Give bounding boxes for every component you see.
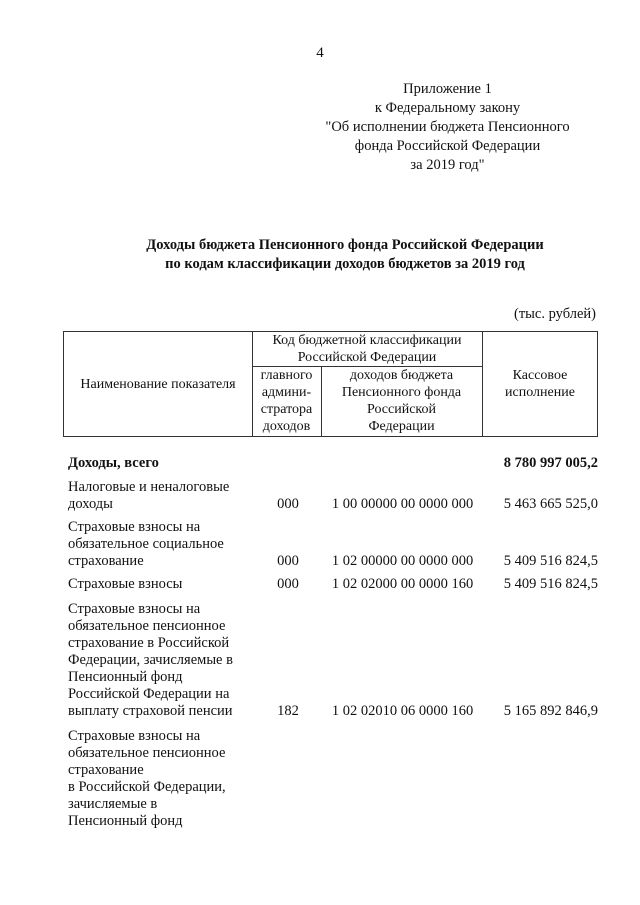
row-name — [68, 455, 258, 472]
row-name — [68, 479, 258, 513]
appendix-line: к Федеральному закону — [374, 100, 521, 116]
header-admin — [252, 367, 321, 435]
header-revenue — [321, 367, 482, 435]
header-revenue-line: Пенсионного фонда — [341, 385, 462, 400]
header-revenue-line: доходов бюджета — [349, 368, 454, 383]
row-admin-code: 000 — [277, 576, 299, 592]
header-revenue-line: Федерации — [368, 419, 435, 434]
table-row — [68, 601, 598, 720]
appendix-line: "Об исполнении бюджета Пенсионного — [325, 119, 570, 135]
page-number: 4 — [316, 45, 324, 61]
header-admin-line: админи- — [261, 385, 312, 400]
header-revenue-line: Российской — [367, 402, 436, 417]
table-row — [68, 479, 598, 513]
header-admin-line: главного — [260, 368, 313, 383]
row-admin-code: 182 — [277, 703, 299, 719]
row-name — [68, 576, 258, 593]
row-name — [68, 601, 258, 720]
header-execution-line: Кассовое — [512, 368, 568, 383]
appendix-line: фонда Российской Федерации — [354, 138, 541, 154]
row-name-line: Федерации, зачисляемые в — [68, 652, 233, 668]
document-title — [40, 236, 640, 274]
table-row — [68, 728, 598, 830]
table-header — [63, 331, 598, 437]
row-name-line: Страховые взносы на — [68, 519, 201, 535]
row-name-line: обязательное пенсионное — [68, 618, 226, 634]
title-line: Доходы бюджета Пенсионного фонда Российской Федерации — [146, 237, 544, 253]
row-name — [68, 728, 258, 830]
row-name-line: зачисляемые в — [68, 796, 158, 812]
row-name-line: обязательное пенсионное — [68, 745, 226, 761]
header-execution — [482, 367, 598, 401]
table-row-total — [68, 455, 598, 472]
row-admin-code: 000 — [277, 553, 299, 569]
row-name-line: доходы — [68, 496, 113, 512]
header-code-group — [252, 332, 482, 366]
row-name-line: страхование — [68, 762, 144, 778]
row-classification-code: 1 00 00000 00 0000 000 — [331, 496, 474, 512]
row-amount: 5 409 516 824,5 — [503, 553, 598, 569]
header-admin-line: доходов — [262, 419, 311, 434]
row-name-line: Страховые взносы — [68, 576, 183, 592]
row-name-line: Пенсионный фонд — [68, 813, 183, 829]
row-amount: 8 780 997 005,2 — [503, 455, 598, 471]
row-amount: 5 165 892 846,9 — [503, 703, 598, 719]
appendix-line: за 2019 год" — [410, 157, 485, 173]
row-name-line: Налоговые и неналоговые — [68, 479, 230, 495]
row-name-line: страхование — [68, 553, 144, 569]
table-row — [68, 576, 598, 593]
row-name-line: обязательное социальное — [68, 536, 224, 552]
table-row — [68, 519, 598, 570]
row-name-line: Доходы, всего — [68, 455, 159, 471]
row-amount: 5 463 665 525,0 — [503, 496, 598, 512]
row-name-line: в Российской Федерации, — [68, 779, 226, 795]
row-admin-code: 000 — [277, 496, 299, 512]
appendix-block — [310, 80, 585, 175]
row-classification-code: 1 02 00000 00 0000 000 — [331, 553, 474, 569]
title-line: по кодам классификации доходов бюджетов за 2019 год — [165, 256, 525, 272]
row-name-line: страхование в Российской — [68, 635, 230, 651]
row-classification-code: 1 02 02010 06 0000 160 — [331, 703, 474, 719]
header-admin-line: стратора — [260, 402, 313, 417]
header-code-group-line: Код бюджетной классификации — [272, 333, 462, 348]
units-label: (тыс. рублей) — [514, 306, 596, 322]
appendix-line: Приложение 1 — [403, 81, 492, 97]
row-name-line: Страховые взносы на — [68, 728, 201, 744]
row-name-line: Страховые взносы на — [68, 601, 201, 617]
row-name-line: выплату страховой пенсии — [68, 703, 233, 719]
row-name-line: Российской Федерации на — [68, 686, 230, 702]
row-name — [68, 519, 258, 570]
row-amount: 5 409 516 824,5 — [503, 576, 598, 592]
header-execution-line: исполнение — [505, 385, 575, 400]
row-classification-code: 1 02 02000 00 0000 160 — [331, 576, 474, 592]
header-code-group-line: Российской Федерации — [297, 350, 437, 365]
header-name: Наименование показателя — [80, 377, 236, 392]
row-name-line: Пенсионный фонд — [68, 669, 183, 685]
